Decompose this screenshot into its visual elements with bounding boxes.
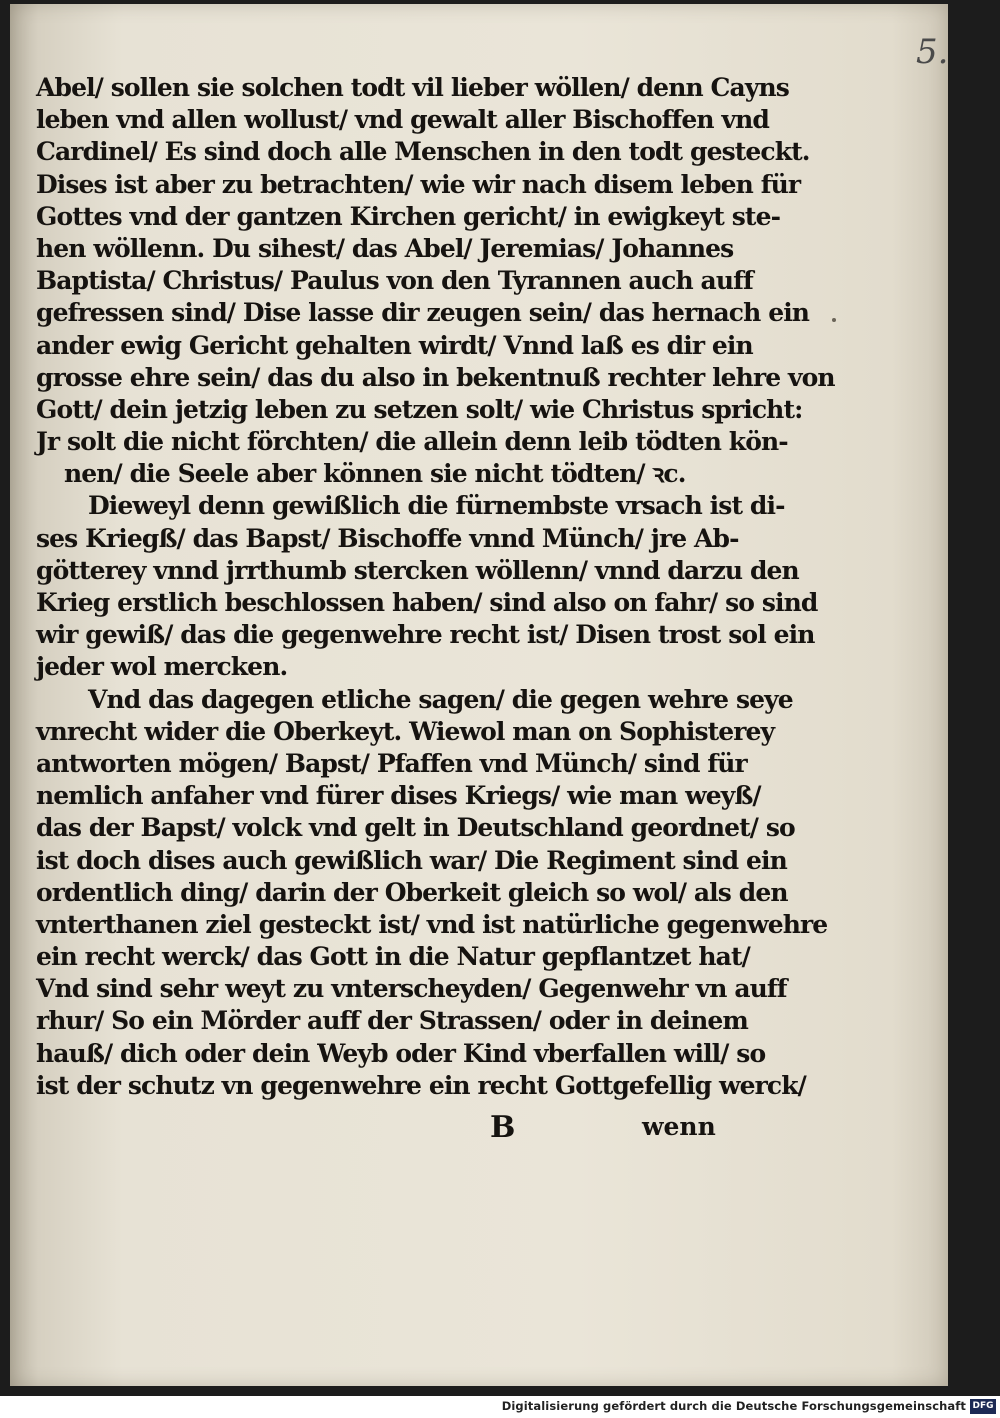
paper-speck (832, 318, 836, 322)
text-line: hen wöllenn. Du sihest/ das Abel/ Jeremias/ Johannes (36, 233, 734, 263)
text-line: götterey vnnd jrrthumb stercken wöllenn/ vnnd darzu den (36, 555, 799, 585)
text-line: Gottes vnd der gantzen Kirchen gericht/ in ewigkeyt ste- (36, 201, 781, 231)
text-line: ist doch dises auch gewißlich war/ Die Regiment sind ein (36, 845, 787, 875)
text-line: wir gewiß/ das die gegenwehre recht ist/ Disen trost sol ein (36, 620, 815, 650)
page-foot (36, 1110, 742, 1150)
text-line: gefressen sind/ Dise lasse dir zeugen sein/ das hernach ein (36, 298, 810, 328)
page-number: 5. (916, 32, 949, 72)
text-line: Krieg erstlich beschlossen haben/ sind also on fahr/ so sind (36, 588, 818, 617)
text-line: Baptista/ Christus/ Paulus von den Tyrannen auch auff (36, 266, 753, 296)
text-line: Abel/ sollen sie solchen todt vil lieber wöllen/ denn Cayns (36, 73, 789, 102)
text-line: das der Bapst/ volck vnd gelt in Deutschland geordnet/ so (36, 813, 795, 843)
text-line: Jr solt die nicht förchten/ die allein denn leib tödten kön- (36, 427, 788, 457)
body-text (36, 72, 835, 1102)
text-line: grosse ehre sein/ das du also in bekentnuß rechter lehre von (36, 362, 835, 392)
text-line: vnterthanen ziel gesteckt ist/ vnd ist natürliche gegenwehre (36, 909, 828, 939)
text-line: nemlich anfaher vnd fürer dises Kriegs/ wie man weyß/ (36, 781, 761, 811)
text-line: ses Kriegß/ das Bapst/ Bischoffe vnnd Münch/ jre Ab- (36, 523, 739, 553)
dfg-logo: DFG (970, 1399, 996, 1414)
signature-mark: B (490, 1110, 516, 1145)
text-line: vnrecht wider die Oberkeyt. Wiewol man on Sophisterey (36, 716, 775, 746)
text-line: jeder wol mercken. (36, 652, 288, 682)
text-line: ist der schutz vn gegenwehre ein recht Gottgefellig werck/ (36, 1070, 806, 1100)
text-line: rhur/ So ein Mörder auff der Strassen/ oder in deinem (36, 1006, 748, 1036)
text-line: leben vnd allen wollust/ vnd gewalt aller Bischoffen vnd (36, 105, 769, 135)
text-line: hauß/ dich oder dein Weyb oder Kind vberfallen will/ so (36, 1038, 766, 1068)
footer-bar (0, 1396, 1000, 1418)
text-line: Vnd das dagegen etliche sagen/ die gegen wehre seye (88, 684, 793, 714)
text-line: Gott/ dein jetzig leben zu setzen solt/ wie Christus spricht: (36, 394, 803, 424)
funding-credit: Digitalisierung gefördert durch die Deutsche Forschungsgemeinschaft (501, 1399, 966, 1413)
text-line: Dieweyl denn gewißlich die fürnembste vrsach ist di- (88, 491, 785, 521)
text-line: Dises ist aber zu betrachten/ wie wir nach disem leben für (36, 169, 801, 199)
text-line: Vnd sind sehr weyt zu vnterscheyden/ Gegenwehr vn auff (36, 974, 787, 1004)
text-line: ordentlich ding/ darin der Oberkeit gleich so wol/ als den (36, 877, 788, 907)
text-line: ander ewig Gericht gehalten wirdt/ Vnnd laß es dir ein (36, 330, 753, 360)
text-line: nen/ die Seele aber können sie nicht tödten/ ꝛc. (64, 459, 686, 489)
text-line: antworten mögen/ Bapst/ Pfaffen vnd Münch/ sind für (36, 748, 747, 778)
text-line: ein recht werck/ das Gott in die Natur gepflantzet hat/ (36, 942, 750, 972)
text-line: Cardinel/ Es sind doch alle Menschen in den todt gesteckt. (36, 137, 810, 167)
catchword: wenn (642, 1112, 716, 1141)
